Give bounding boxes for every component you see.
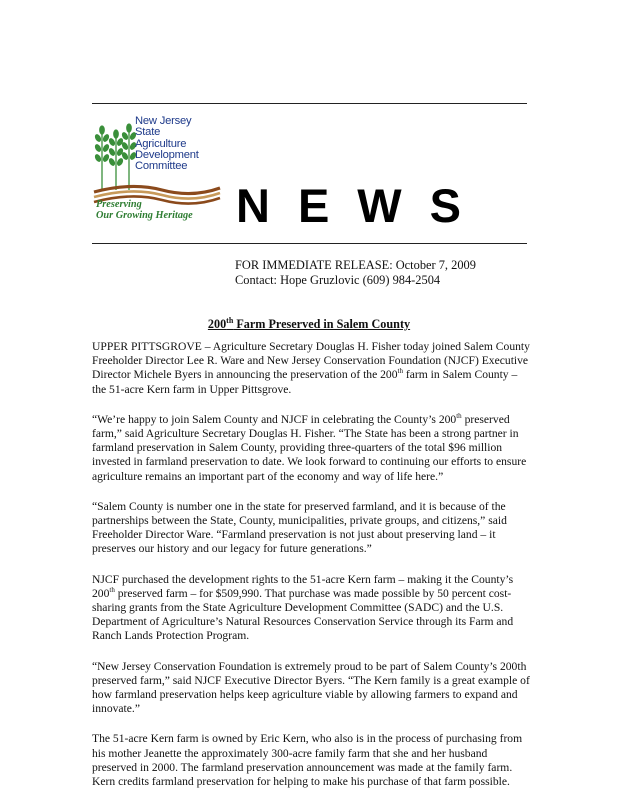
tagline-line-1: Preserving — [96, 199, 142, 210]
headline — [0, 317, 618, 332]
paragraph-3: “Salem County is number one in the state for preserved farmland, and it is because of the partnerships between the State, County, municipalities, private groups, and citizens,” said Freeholder Director Ware. “Farmland preservation is not just about preserving land – it preserves our history and our legacy for future generations.” — [92, 499, 507, 556]
p4-text-b: preserved farm – for $509,990. That purchase was made possible by 50 percent cost-sharing grants from the State Agriculture Development Committee (SADC) and the U.S. Department of Agriculture’s Natural Resources Conservation Service through its Farm and Ranch Lands Protection Program. — [92, 586, 514, 643]
p1-text-a: UPPER PITTSGROVE – Agriculture Secretary Douglas H. Fisher today joined Salem County Freeholder Director Lee R. Ware and New Jersey Conservation Foundation (NJCF) Executive Director Michele Byers in announcing the preservation of the 200 — [92, 340, 530, 382]
org-line-2: State — [135, 126, 161, 139]
p1-sup: th — [397, 367, 403, 376]
paragraph-5: “New Jersey Conservation Foundation is extremely proud to be part of Salem County’s 200th preserved farm,” said NJCF Executive Director Byers. “The Kern family is a great example of how farmland preservation helps keep agriculture viable by allowing farmers to expand and innovate.” — [92, 659, 530, 716]
tagline-line-2: Our Growing Heritage — [96, 209, 193, 221]
org-line-3: Agriculture — [135, 137, 187, 150]
org-line-5: Committee — [135, 160, 188, 173]
paragraph-2 — [92, 413, 532, 484]
paragraph-4 — [92, 573, 532, 644]
paragraph-1 — [92, 340, 532, 397]
p2-sup: th — [456, 411, 462, 420]
headline-text: Farm Preserved in Salem County — [233, 317, 411, 331]
release-date: FOR IMMEDIATE RELEASE: October 7, 2009 — [235, 258, 476, 272]
header-rule — [92, 243, 527, 244]
release-info — [235, 258, 476, 288]
org-name — [135, 116, 199, 172]
contact-info: Contact: Hope Gruzlovic (609) 984-2504 — [235, 273, 441, 287]
paragraph-6: The 51-acre Kern farm is owned by Eric Kern, who also is in the process of purchasing from his mother Jeanette the approximately 300-acre family farm that she and her husband preserved in 2000. The farmland preservation announcement was made at the family farm. Kern credits farmland preservation for helping to make his purchase of that farm possible. — [92, 732, 523, 789]
news-heading: NEWS — [236, 179, 489, 232]
headline-suffix: th — [226, 315, 234, 325]
p4-sup: th — [109, 585, 115, 594]
org-line-1: New Jersey — [135, 115, 192, 127]
p4-text-a: NJCF purchased the development rights to the 51-acre Kern farm – making it the County’s 200 — [92, 572, 514, 600]
top-rule — [92, 103, 527, 104]
p2-text-b: preserved farm,” said Agriculture Secretary Douglas H. Fisher. “The State has been a strong partner in farmland preservation in Salem County, providing three-quarters of the total $96 million invested in farmland preservation to date. We look forward to continuing our efforts to ensure agriculture remains an important part of the economy and way of life here.” — [92, 412, 527, 483]
article-body — [92, 340, 532, 805]
p1-text-b: farm in Salem County – the 51-acre Kern farm in Upper Pittsgrove. — [92, 368, 518, 396]
p2-text-a: “We’re happy to join Salem County and NJCF in celebrating the County’s 200 — [92, 412, 457, 426]
headline-number: 200 — [207, 317, 227, 331]
org-line-4: Development — [135, 148, 199, 161]
tagline — [96, 200, 193, 221]
